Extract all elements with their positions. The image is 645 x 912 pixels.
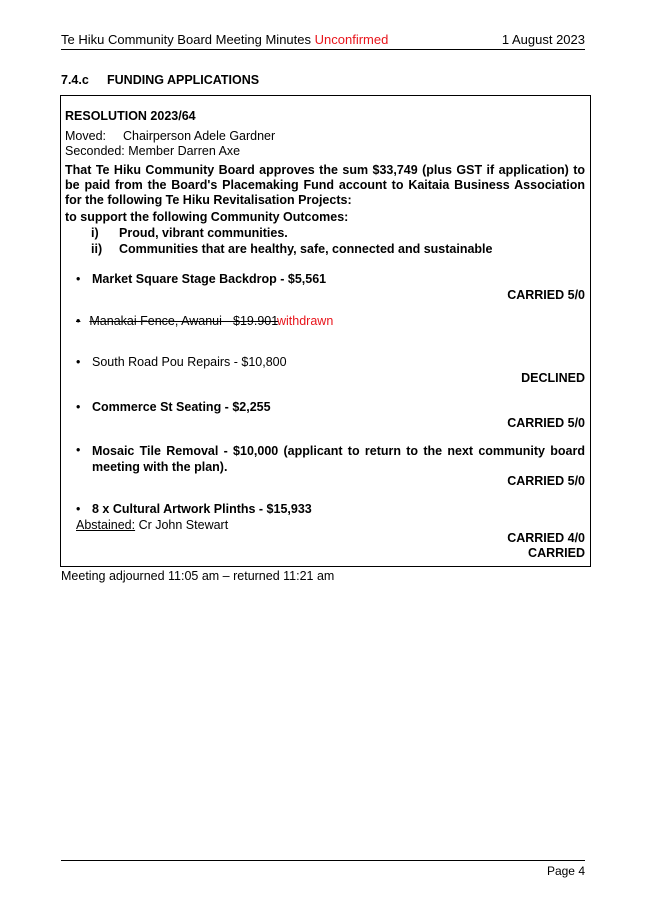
bullet-icon: • [76,355,81,369]
item-plinths: 8 x Cultural Artwork Plinths - $15,933 [92,502,312,516]
item-manakai-note: withdrawn [277,314,334,328]
abstained-line [76,518,228,532]
resolution-final-result: CARRIED [528,546,585,560]
seconded-value: Member Darren Axe [128,144,241,158]
moved-line [65,129,275,143]
item-manakai-fence [76,314,278,328]
page-number: Page 4 [546,864,585,878]
bullet-icon: • [76,314,81,328]
section-title: FUNDING APPLICATIONS [107,73,260,87]
seconded-label: Seconded: [65,144,125,158]
moved-value: Chairperson Adele Gardner [123,129,276,143]
bullet-icon: • [76,272,81,286]
abstained-value: Cr John Stewart [138,518,229,532]
bullet-icon: • [76,400,81,414]
item-mosaic-line1: Mosaic Tile Removal - $10,000 (applicant to return to the next community board [92,444,585,458]
outcome-1 [91,226,288,240]
support-intro: to support the following Community Outcomes: [65,210,349,224]
resolution-title: RESOLUTION 2023/64 [65,109,196,123]
abstained-label: Abstained: [76,518,136,532]
seconded-line [65,144,240,158]
outcome-1-num: i) [91,226,99,240]
header-date: 1 August 2023 [501,32,585,47]
header-status: Unconfirmed [314,32,389,47]
header-title: Te Hiku Community Board Meeting Minutes [61,32,311,47]
adjourn-note: Meeting adjourned 11:05 am – returned 11:21 am [61,569,335,583]
item-mosaic-tile [92,443,585,475]
item-south-road: South Road Pou Repairs - $10,800 [92,355,287,369]
item-plinths-result: CARRIED 4/0 [507,531,585,545]
outcome-2-text: Communities that are healthy, safe, connected and sustainable [119,242,493,256]
page-header [61,31,585,50]
outcome-2 [91,242,492,256]
section-number: 7.4.c [61,73,89,87]
bullet-icon: • [76,443,81,457]
item-mosaic-result: CARRIED 5/0 [507,474,585,488]
page-footer [61,860,585,878]
outcome-2-num: ii) [91,242,103,256]
item-market-square: Market Square Stage Backdrop - $5,561 [92,272,327,286]
header-title-line [61,32,388,47]
resolution-statement: That Te Hiku Community Board approves the sum $33,749 (plus GST if application) to be paid from the Board's Placemaking Fund account to Kaitaia Business Association for the following Te Hiku Revitalisation Projects: [65,163,585,207]
section-heading [61,73,259,87]
item-commerce-st: Commerce St Seating - $2,255 [92,400,271,414]
item-commerce-st-result: CARRIED 5/0 [507,416,585,430]
bullet-icon: • [76,502,81,516]
item-manakai-text: Manakai Fence, Awanui - $19.901 [89,314,279,328]
outcome-1-text: Proud, vibrant communities. [119,226,288,240]
item-south-road-result: DECLINED [521,371,585,385]
item-mosaic-line2: meeting with the plan). [92,460,228,474]
item-market-square-result: CARRIED 5/0 [507,288,585,302]
moved-label: Moved: [65,129,106,143]
resolution-box [60,95,591,567]
